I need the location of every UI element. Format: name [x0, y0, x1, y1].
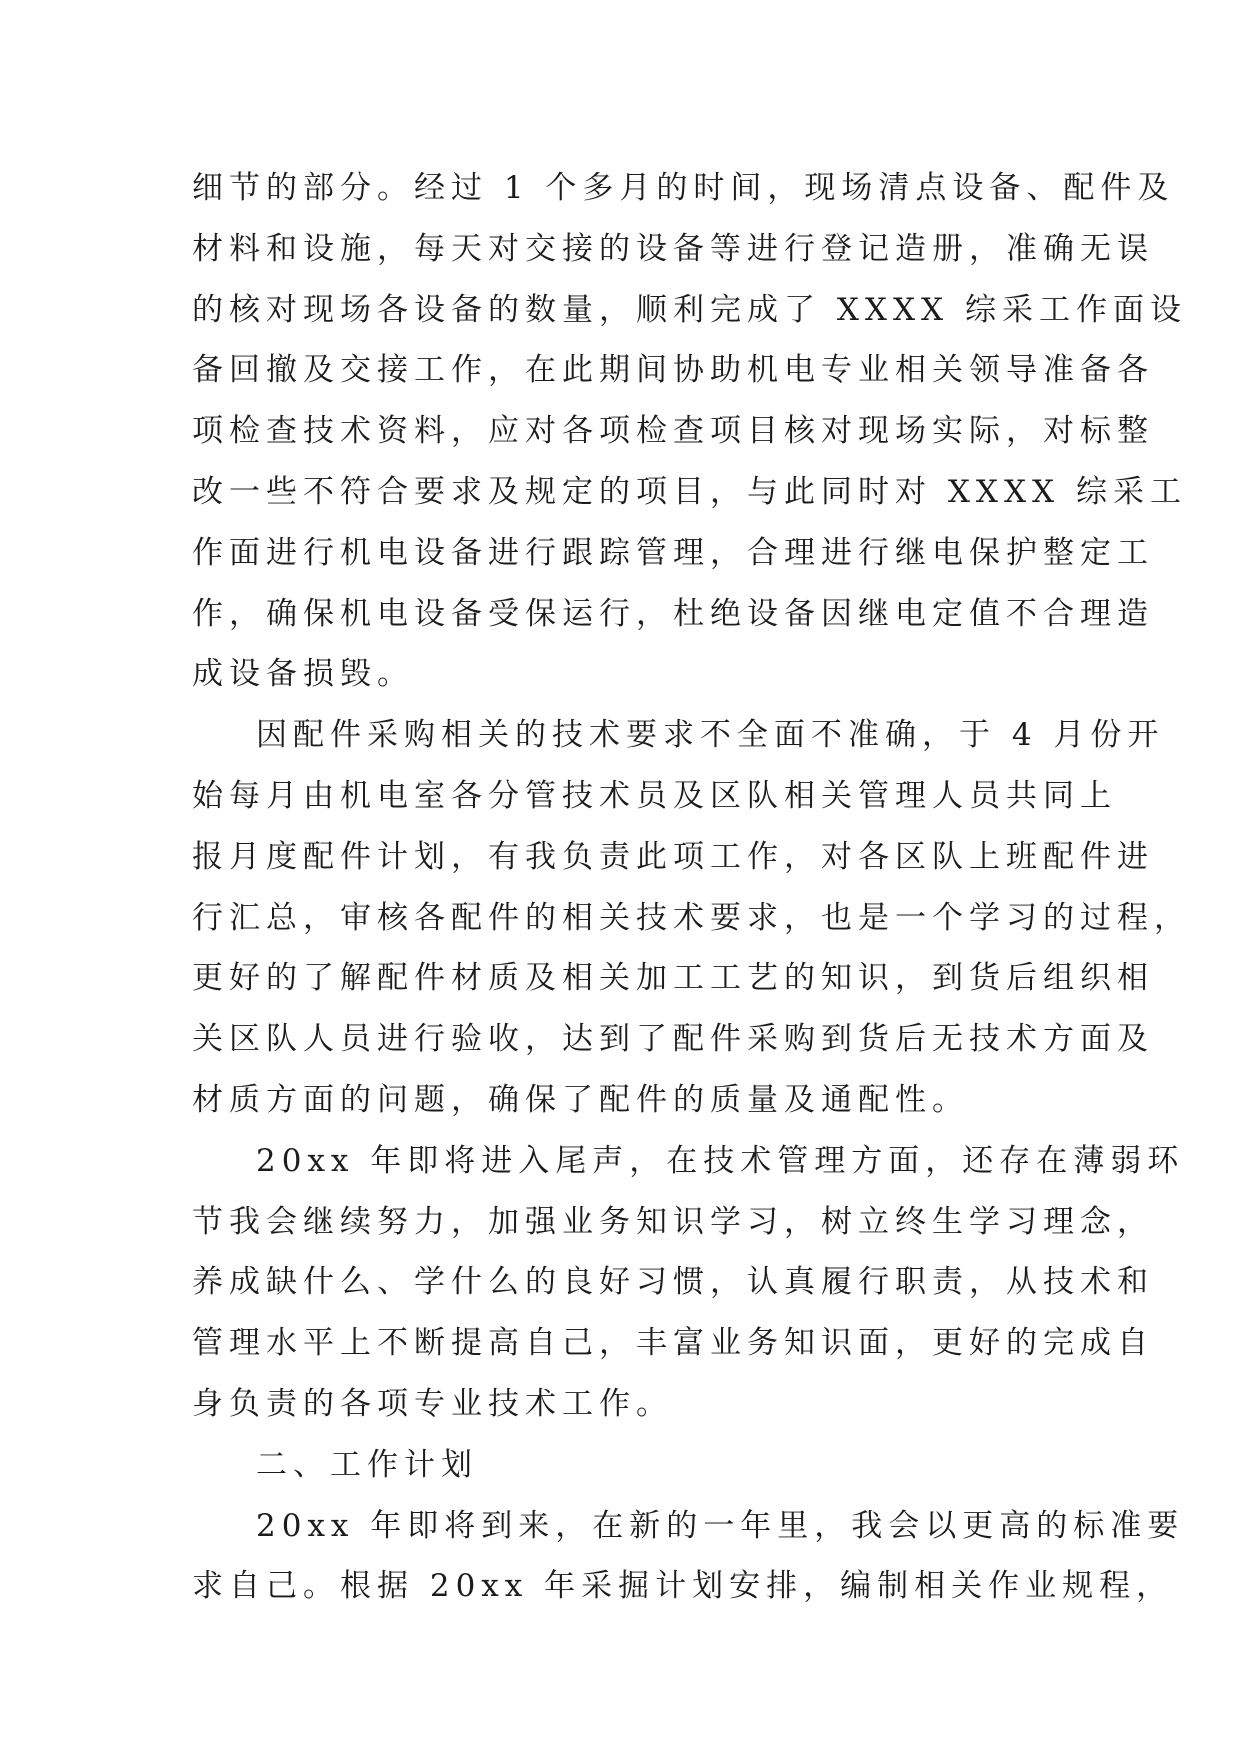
text-line: 管理水平上不断提高自己，丰富业务知识面，更好的完成自 [192, 1325, 1154, 1362]
text-line: 行汇总，审核各配件的相关技术要求，也是一个学习的过程， [192, 899, 1191, 936]
text-line: 更好的了解配件材质及相关加工工艺的知识，到货后组织相 [192, 960, 1154, 997]
text-line: 成设备损毁。 [192, 656, 414, 693]
text-line: 始每月由机电室各分管技术员及区队相关管理人员共同上 [192, 777, 1117, 814]
text-line: 细节的部分。经过 1 个多月的时间，现场清点设备、配件及 [192, 170, 1175, 206]
text-line: 改一些不符合要求及规定的项目，与此同时对 XXXX 综采工 [192, 473, 1187, 510]
text-line: 身负责的各项专业技术工作。 [192, 1385, 673, 1422]
text-line: 报月度配件计划，有我负责此项工作，对各区队上班配件进 [192, 838, 1154, 875]
text-line: 关区队人员进行验收，达到了配件采购到货后无技术方面及 [192, 1021, 1154, 1058]
text-line: 养成缺什么、学什么的良好习惯，认真履行职责，从技术和 [192, 1264, 1154, 1301]
paragraph-first-line: 20xx 年即将到来，在新的一年里，我会以更高的标准要 [256, 1507, 1185, 1544]
text-line: 材质方面的问题，确保了配件的质量及通配性。 [192, 1081, 969, 1118]
text-line: 备回撤及交接工作，在此期间协助机电专业相关领导准备各 [192, 352, 1154, 389]
paragraph-first-line: 20xx 年即将进入尾声，在技术管理方面，还存在薄弱环 [256, 1142, 1185, 1179]
document-body [192, 158, 1191, 1617]
text-line: 材料和设施，每天对交接的设备等进行登记造册，准确无误 [192, 230, 1154, 267]
text-line: 的核对现场各设备的数量，顺利完成了 XXXX 综采工作面设 [192, 291, 1187, 328]
text-line: 求自己。根据 20xx 年采掘计划安排，编制相关作业规程， [192, 1568, 1174, 1605]
paragraph-first-line: 因配件采购相关的技术要求不全面不准确，于 4 月份开 [256, 717, 1165, 754]
text-line: 节我会继续努力，加强业务知识学习，树立终生学习理念， [192, 1203, 1154, 1240]
text-line: 作面进行机电设备进行跟踪管理，合理进行继电保护整定工 [192, 534, 1154, 571]
section-heading: 二、工作计划 [256, 1446, 478, 1483]
text-line: 项检查技术资料，应对各项检查项目核对现场实际，对标整 [192, 413, 1154, 450]
text-line: 作，确保机电设备受保运行，杜绝设备因继电定值不合理造 [192, 595, 1154, 632]
